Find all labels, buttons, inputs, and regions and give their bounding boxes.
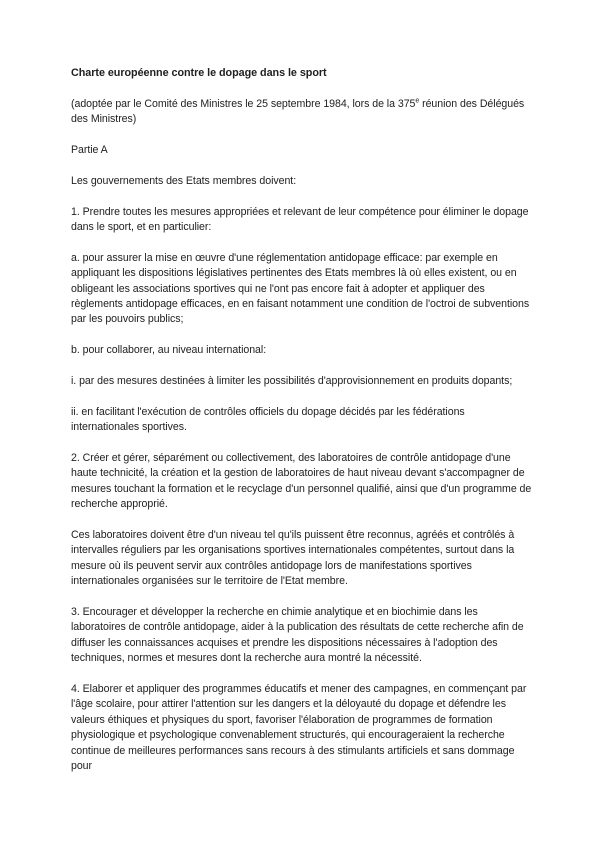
paragraph: 3. Encourager et développer la recherche en chimie analytique et en biochimie dans les laboratoires de contrôle antidopage, aider à la publication des résultats de cette recherche afin de diffuser les connaissances acquises et prendre les dispositions nécessaires à l'adoption des techniques, normes et mesures dont la recherche aura montré la nécessité. bbox=[71, 606, 524, 665]
paragraph: 2. Créer et gérer, séparément ou collectivement, des laboratoires de contrôle antidopage d'une haute technicité, la création et la gestion de laboratoires de haut niveau devant s'accompagner de mesures touchant la formation et le recyclage d'un personnel qualifié, ainsi que d'un programme de recherche approprié. bbox=[71, 452, 532, 511]
document-body bbox=[71, 97, 533, 775]
superscript: e bbox=[415, 97, 420, 105]
paragraph: Ces laboratoires doivent être d'un niveau tel qu'ils puissent être reconnus, agréés et contrôlés à intervalles réguliers par les organisations sportives internationales compétentes, surtout dans la mesure où ils peuvent servir aux contrôles antidopage lors de manifestations sportives internationales organisées sur le territoire de l'Etat membre. bbox=[71, 529, 515, 588]
paragraph: Les gouvernements des Etats membres doivent: bbox=[71, 174, 297, 187]
paragraph: b. pour collaborer, au niveau international: bbox=[71, 344, 267, 357]
paragraph: 4. Elaborer et appliquer des programmes éducatifs et mener des campagnes, en commençant par l'âge scolaire, pour attirer l'attention sur les dangers et la déloyauté du dopage et défendre les valeurs éthiques et physiques du sport, favoriser l'élaboration de programmes de formation physiologique et psychologique convenablement structurés, qui encourageraient la recherche continue de meilleures performances sans recours à des stimulants artificiels et sans dommage pour bbox=[71, 683, 527, 773]
paragraph: (adoptée par le Comité des Ministres le 25 septembre 1984, lors de la 375e réunion des Délégués des Ministres) bbox=[71, 97, 525, 126]
paragraph: Partie A bbox=[71, 144, 108, 156]
document-title: Charte européenne contre le dopage dans le sport bbox=[71, 67, 327, 79]
paragraph: ii. en facilitant l'exécution de contrôles officiels du dopage décidés par les fédérations internationales sportives. bbox=[71, 405, 465, 434]
paragraph: a. pour assurer la mise en œuvre d'une réglementation antidopage efficace: par exemple en appliquant les dispositions législatives pertinentes des Etats membres là où elles existent, ou en obligeant les associations sportives qui ne l'ont pas encore fait à adopter et appliquer des règlements antidopage efficaces, en en faisant notamment une condition de l'octroi de subventions par les pouvoirs publics; bbox=[71, 251, 530, 326]
paragraph: i. par des mesures destinées à limiter les possibilités d'approvisionnement en produits dopants; bbox=[71, 375, 513, 388]
paragraph: 1. Prendre toutes les mesures appropriées et relevant de leur compétence pour éliminer le dopage dans le sport, et en particulier: bbox=[71, 205, 529, 233]
